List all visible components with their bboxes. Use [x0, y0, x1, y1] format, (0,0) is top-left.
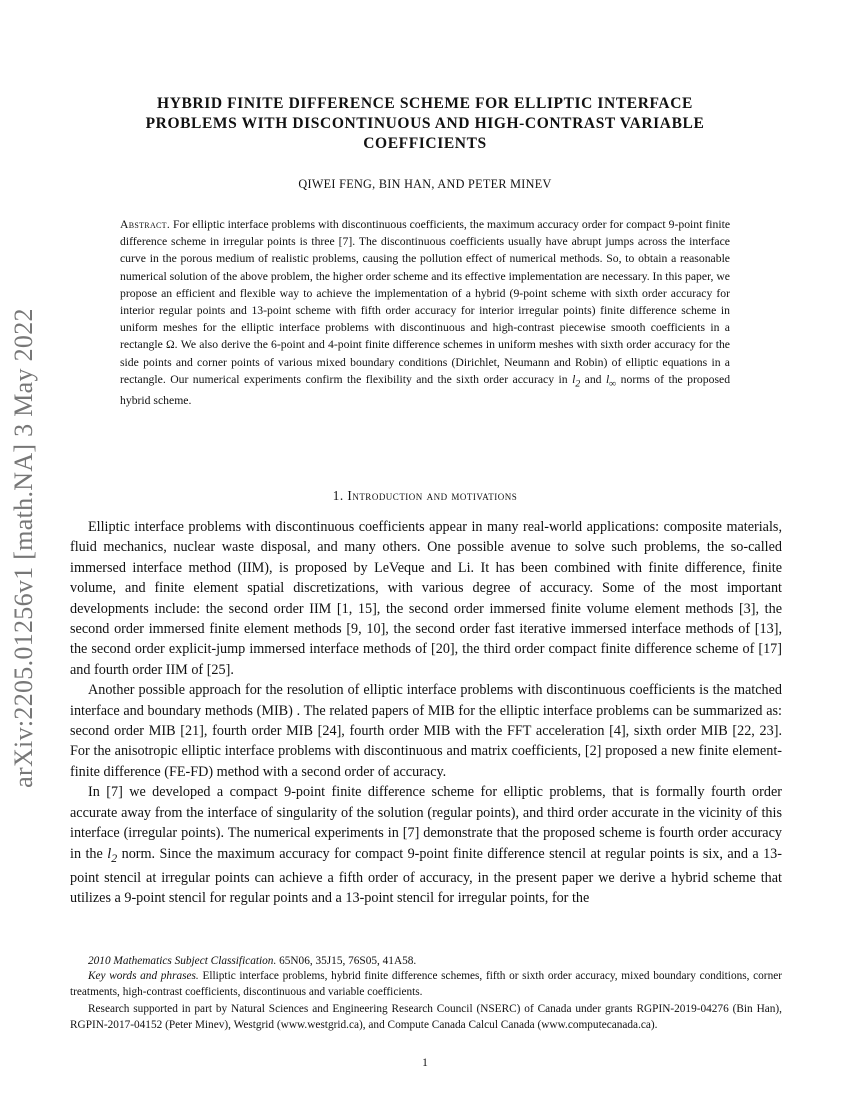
section-number: 1. [332, 488, 344, 503]
paragraph-3-text-end: norm. Since the maximum accuracy for compact 9-point finite difference stencil at regular points is six, and a 13-point stencil at irregular points can achieve a fifth order of accuracy, in the present paper we derive a hybrid scheme that utilizes a 9-point stencil for regular points and a 13-point stencil for irregular points, for the [70, 845, 783, 907]
msc-label: 2010 Mathematics Subject Classification. [88, 955, 277, 967]
footnote-msc [70, 954, 782, 969]
norm-subscript: 2 [575, 378, 581, 390]
footnotes [70, 954, 782, 1033]
norm-subscript: ∞ [609, 378, 617, 390]
section-heading [80, 488, 770, 504]
keywords-text: Elliptic interface problems, hybrid finite difference schemes, fifth or sixth order accuracy, mixed boundary conditions, corner treatments, high-contrast coefficients, discontinuous and variable coefficients. [70, 970, 782, 998]
paper-title [80, 94, 770, 154]
arxiv-identifier-text: arXiv:2205.01256v1 [math.NA] 3 May 2022 [9, 308, 39, 788]
footnote-research-support: Research supported in part by Natural Sciences and Engineering Research Council (NSERC) of Canada under grants RGPIN-2019-04276 (Bin Han), RGPIN-2017-04152 (Peter Minev), Westgrid (www.westgrid.ca), and Compute Canada Calcul Canada (www.computecanada.ca). [70, 1003, 782, 1031]
abstract-norm-linf [605, 372, 617, 390]
keywords-label: Key words and phrases. [88, 970, 199, 983]
section-title: Introduction and motivations [347, 488, 518, 503]
title-line-3: COEFFICIENTS [363, 135, 487, 152]
paragraph-3 [70, 782, 782, 908]
norm-symbol: l [605, 372, 610, 386]
abstract-norm-l2 [572, 372, 581, 390]
page-number: 1 [422, 1057, 428, 1069]
abstract-text-end: norms of the proposed hybrid scheme. [120, 372, 731, 408]
abstract-text: For elliptic interface problems with discontinuous coefficients, the maximum accuracy order for compact 9-point finite difference scheme in irregular points is three [7]. The discontinuous coefficients usually have abrupt jumps across the interface curve in the porous medium of realistic problems, causing the pollution effect of numerical methods. So, to obtain a reasonable numerical solution of the above problem, the higher order scheme and its effective implementation are necessary. In this paper, we propose an efficient and flexible way to achieve the implementation of a hybrid (9-point scheme with sixth order accuracy for interior regular points and 13-point scheme with fifth order accuracy for interior irregular points) finite difference scheme in uniform meshes for the elliptic interface problems with discontinuous and high-contrast piecewise smooth coefficients in a rectangle Ω. We also derive the 6-point and 4-point finite difference schemes in uniform meshes with sixth order accuracy for the side points and corner points of various mixed boundary conditions (Dirichlet, Neumann and Robin) of elliptic equations in a rectangle. Our numerical experiments confirm the flexibility and the sixth order accuracy in [120, 218, 731, 386]
norm-symbol: l [107, 845, 112, 862]
paragraph-1: Elliptic interface problems with discontinuous coefficients appear in many real-world applications: composite materials, fluid mechanics, nuclear waste disposal, and many others. One possible avenue to solve such problems, the so-called immersed interface method (IIM), is proposed by LeVeque and Li. It has been combined with finite difference, finite volume, and finite element spatial discretizations, with various degree of accuracy. Some of the most important developments include: the second order IIM [1, 15], the second order immersed finite volume element methods [3], the second order immersed finite element methods [9, 10], the second order fast iterative immersed interface methods of [13], the second order explicit-jump immersed interface methods of [20], the third order compact finite difference scheme of [17] and fourth order IIM of [25]. [70, 519, 782, 678]
title-line-2: PROBLEMS WITH DISCONTINUOUS AND HIGH-CONTRAST VARIABLE [145, 115, 705, 132]
paragraph-3-norm [107, 845, 118, 865]
abstract-label: Abstract. [120, 218, 171, 231]
paragraph-3-text: In [7] we developed a compact 9-point finite difference scheme for elliptic problems, that is formally fourth order accurate away from the interface of singularity of the solution (regular points), and third order accurate in the vicinity of this interface (irregular points). The numerical experiments in [7] demonstrate that the proposed scheme is fourth order accuracy in the [70, 784, 782, 862]
arxiv-identifier-stamp [4, 262, 44, 834]
norm-subscript: 2 [111, 850, 118, 865]
body-text [70, 517, 782, 909]
norm-symbol: l [572, 372, 576, 386]
abstract-connector: and [584, 372, 602, 386]
paragraph-2: Another possible approach for the resolution of elliptic interface problems with discontinuous coefficients is the matched interface and boundary methods (MIB) . The related papers of MIB for the elliptic interface problems can be summarized as: second order MIB [21], fourth order MIB [24], fourth order MIB with the FFT acceleration [4], sixth order MIB [22, 23]. For the anisotropic elliptic interface problems with discontinuous and matrix coefficients, [2] proposed a new finite element-finite difference (FE-FD) method with a second order of accuracy. [70, 682, 782, 780]
abstract [120, 216, 730, 410]
footnote-keywords [70, 969, 782, 1000]
title-line-1: HYBRID FINITE DIFFERENCE SCHEME FOR ELLIPTIC INTERFACE [157, 95, 693, 112]
author-list: QIWEI FENG, BIN HAN, AND PETER MINEV [298, 177, 552, 191]
msc-codes: 65N06, 35J15, 76S05, 41A58. [279, 955, 417, 967]
